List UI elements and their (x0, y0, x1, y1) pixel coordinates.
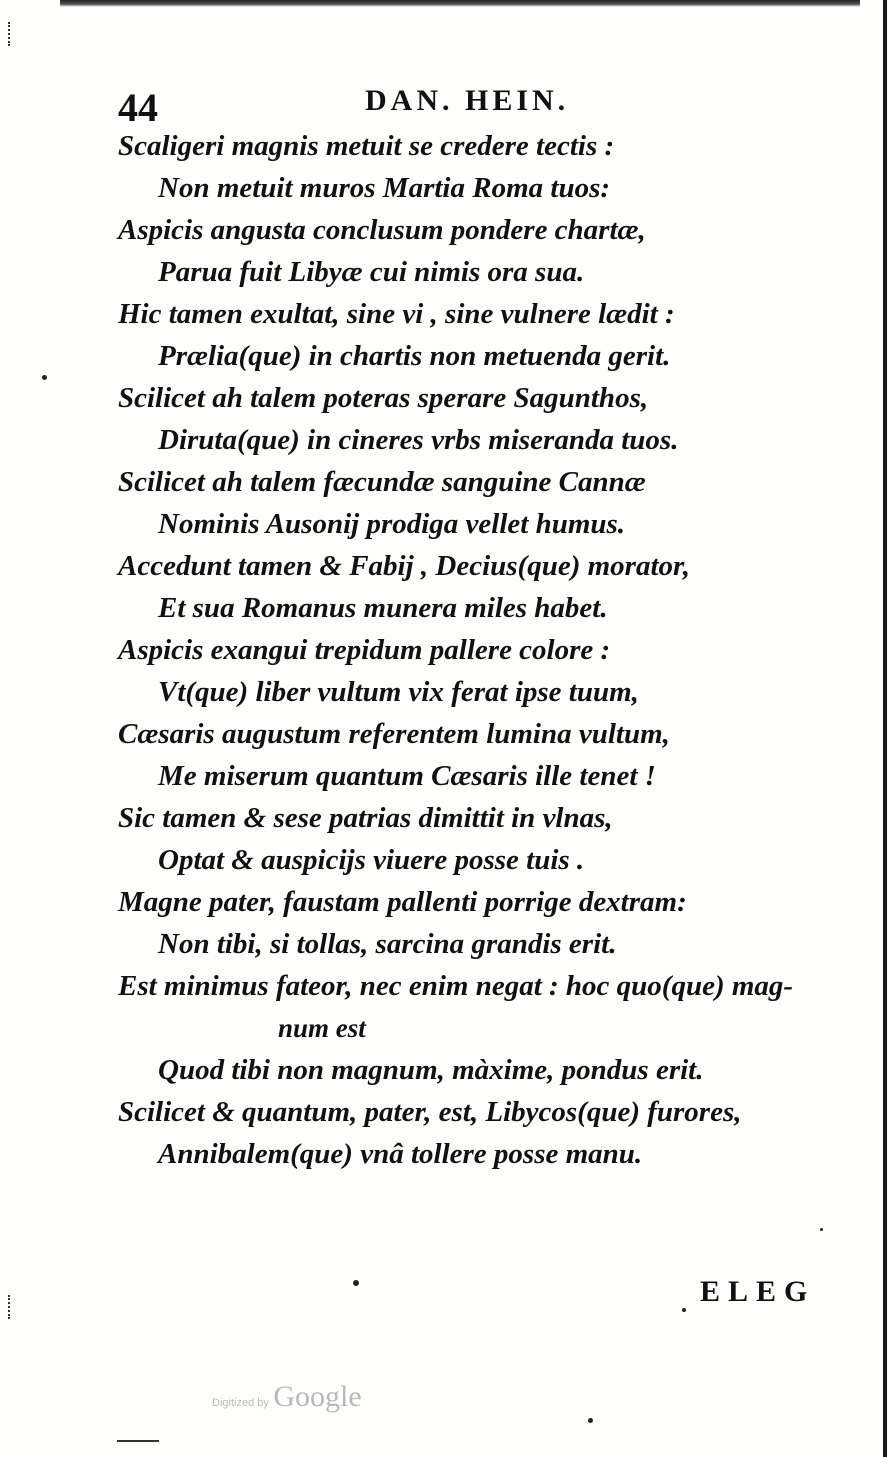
verse-line: Optat & auspicijs viuere posse tuis . (158, 844, 585, 876)
verse-line: Scilicet ah talem fæcundæ sanguine Cannæ (118, 466, 646, 498)
verse-line: Diruta(que) in cineres vrbs miseranda tuos. (158, 424, 679, 456)
verse-line: Annibalem(que) vnâ tollere posse manu. (158, 1138, 643, 1170)
verse-line: Est minimus fateor, nec enim negat : hoc quo(que) mag- (118, 970, 794, 1002)
ink-speck (682, 1308, 686, 1312)
margin-mark (8, 1295, 13, 1319)
verse-line: Vt(que) liber vultum vix ferat ipse tuum, (158, 676, 639, 708)
verse-line: Scilicet ah talem poteras sperare Sagunthos, (118, 382, 649, 414)
running-head: DAN. HEIN. (365, 84, 570, 117)
verse-line: Quod tibi non magnum, màxime, pondus erit. (158, 1054, 704, 1086)
verse-line: Hic tamen exultat, sine vi , sine vulnere lædit : (118, 298, 675, 330)
ink-speck (353, 1280, 359, 1286)
page-edge-shadow (883, 0, 887, 1457)
verse-line: Et sua Romanus munera miles habet. (158, 592, 608, 624)
ink-speck (588, 1418, 593, 1423)
bottom-edge-rule (117, 1440, 159, 1442)
verse-line: Non tibi, si tollas, sarcina grandis erit. (158, 928, 617, 960)
ink-speck (42, 375, 47, 380)
verse-line: Aspicis exangui trepidum pallere colore : (118, 634, 611, 666)
verse-line: Scilicet & quantum, pater, est, Libycos(que) furores, (118, 1096, 742, 1128)
verse-line: Accedunt tamen & Fabij , Decius(que) morator, (118, 550, 690, 582)
top-edge-rule (60, 0, 860, 7)
page-number: 44 (118, 85, 158, 130)
ink-speck (820, 1228, 823, 1231)
margin-mark (8, 22, 13, 46)
verse-turnover: num est (278, 1013, 366, 1043)
watermark-prefix: Digitized by (212, 1397, 269, 1409)
verse-line: Nominis Ausonij prodiga vellet humus. (158, 508, 626, 540)
catchword: ELEG (700, 1275, 816, 1308)
verse-line: Prælia(que) in chartis non metuenda gerit. (158, 340, 671, 372)
verse-line: Parua fuit Libyæ cui nimis ora sua. (158, 256, 585, 288)
verse-line: Scaligeri magnis metuit se credere tectis : (118, 130, 615, 162)
verse-line: Me miserum quantum Cæsaris ille tenet ! (158, 760, 656, 792)
digitization-watermark (212, 1380, 362, 1414)
poem-text (118, 125, 818, 1175)
verse-line: Magne pater, faustam pallenti porrige dextram: (118, 886, 687, 918)
google-logo: Google (273, 1380, 362, 1413)
verse-line: Cæsaris augustum referentem lumina vultum, (118, 718, 670, 750)
verse-line: Aspicis angusta conclusum pondere chartæ, (118, 214, 646, 246)
verse-line: Sic tamen & sese patrias dimittit in vlnas, (118, 802, 613, 834)
verse-line: Non metuit muros Martia Roma tuos: (158, 172, 611, 204)
